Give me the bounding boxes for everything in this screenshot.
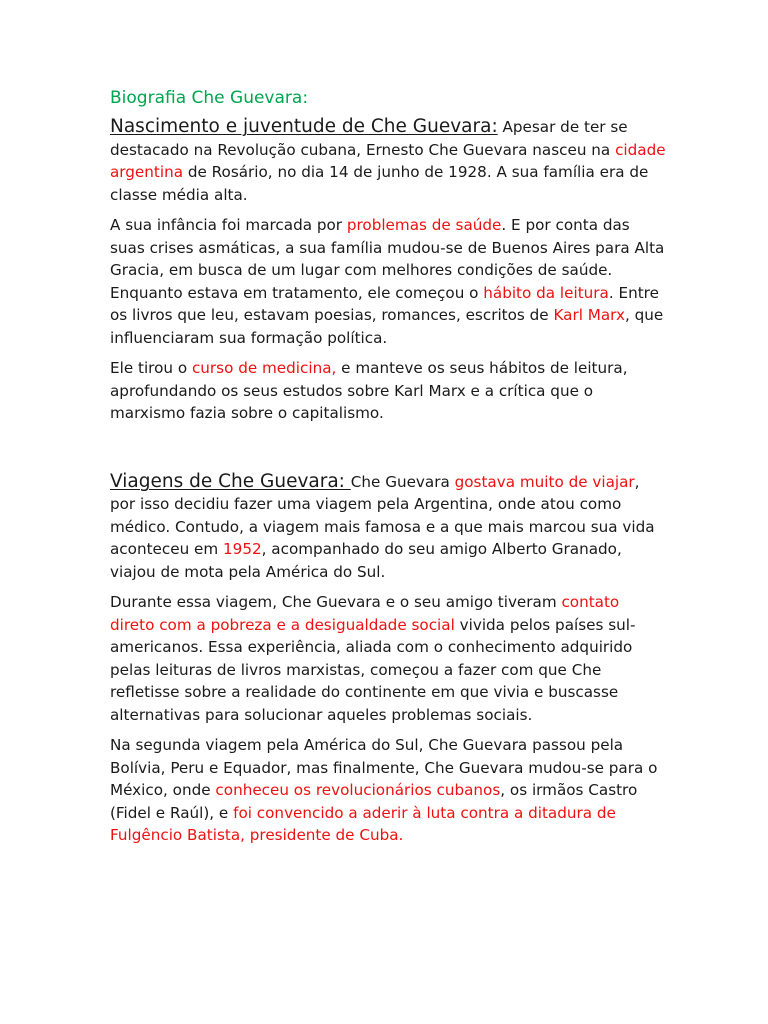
body-text: . Entre os livros que leu, estavam poesias, romances, escritos de bbox=[110, 283, 659, 324]
body-text: Ele tirou o bbox=[110, 359, 192, 377]
section1-paragraph2 bbox=[110, 214, 666, 349]
highlighted-text: contato direto com a pobreza e a desigualdade social bbox=[110, 593, 620, 634]
highlighted-text: gostava muito de viajar bbox=[454, 472, 635, 491]
highlighted-text: Karl Marx bbox=[553, 306, 625, 324]
section1-heading: Nascimento e juventude de Che Guevara: bbox=[110, 116, 498, 137]
body-text: vivida pelos países sul-americanos. Essa experiência, aliada com o conhecimento adquirido pelas leituras de livros marxistas, começou a fazer com que Che refletisse sobre a realidade do continente em que vivia e buscasse alternativas para solucionar aqueles problemas sociais. bbox=[110, 615, 636, 724]
section2-heading: Viagens de Che Guevara: bbox=[110, 470, 351, 492]
body-text: . E por conta das suas crises asmáticas, a sua família mudou-se de Buenos Aires para Alta Gracia, em busca de um lugar com melhores condições de saúde. Enquanto estava em tratamento, ele começou o bbox=[110, 216, 665, 302]
body-text: Che Guevara bbox=[350, 472, 455, 491]
body-text: Apesar de ter se destacado na Revolução cubana, Ernesto Che Guevara nasceu na bbox=[110, 118, 628, 159]
document-title: Biografia Che Guevara: bbox=[110, 88, 309, 108]
section-spacer bbox=[110, 433, 666, 471]
body-text: A sua infância foi marcada por bbox=[110, 216, 347, 234]
highlighted-text: 1952 bbox=[223, 540, 262, 558]
body-text: , os irmãos Castro (Fidel e Raúl), e bbox=[110, 781, 638, 822]
body-text: , por isso decidiu fazer uma viagem pela Argentina, onde atou como médico. Contudo, a viagem mais famosa e a que mais marcou sua vida aconteceu em bbox=[110, 472, 655, 558]
highlighted-text: problemas de saúde bbox=[346, 216, 502, 234]
highlighted-text: curso de medicina, bbox=[191, 359, 337, 377]
document-body bbox=[110, 86, 666, 855]
highlighted-text: hábito da leitura bbox=[483, 283, 609, 302]
section2-paragraph3 bbox=[110, 734, 666, 847]
body-text: de Rosário, no dia 14 de junho de 1928. A sua família era de classe média alta. bbox=[110, 163, 649, 204]
section2-paragraph2 bbox=[110, 591, 666, 726]
body-text: , que influenciaram sua formação política. bbox=[110, 306, 664, 347]
body-text: , acompanhado do seu amigo Alberto Granado, viajou de mota pela América do Sul. bbox=[110, 540, 622, 581]
section1-paragraph3 bbox=[110, 357, 666, 425]
highlighted-text: conheceu os revolucionários cubanos bbox=[215, 781, 501, 799]
section1-paragraph1 bbox=[110, 116, 666, 206]
highlighted-text: cidade argentina bbox=[110, 140, 666, 181]
body-text: Na segunda viagem pela América do Sul, Che Guevara passou pela Bolívia, Peru e Equador, mas finalmente, Che Guevara mudou-se para o México, onde bbox=[110, 736, 658, 799]
section2-paragraph1 bbox=[110, 471, 666, 584]
body-text: e manteve os seus hábitos de leitura, aprofundando os seus estudos sobre Karl Marx e a crítica que o marxismo fazia sobre o capitalismo. bbox=[110, 359, 628, 422]
highlighted-text: foi convencido a aderir à luta contra a ditadura de Fulgêncio Batista, presidente de Cuba. bbox=[110, 803, 616, 844]
body-text: Durante essa viagem, Che Guevara e o seu amigo tiveram bbox=[110, 593, 562, 611]
